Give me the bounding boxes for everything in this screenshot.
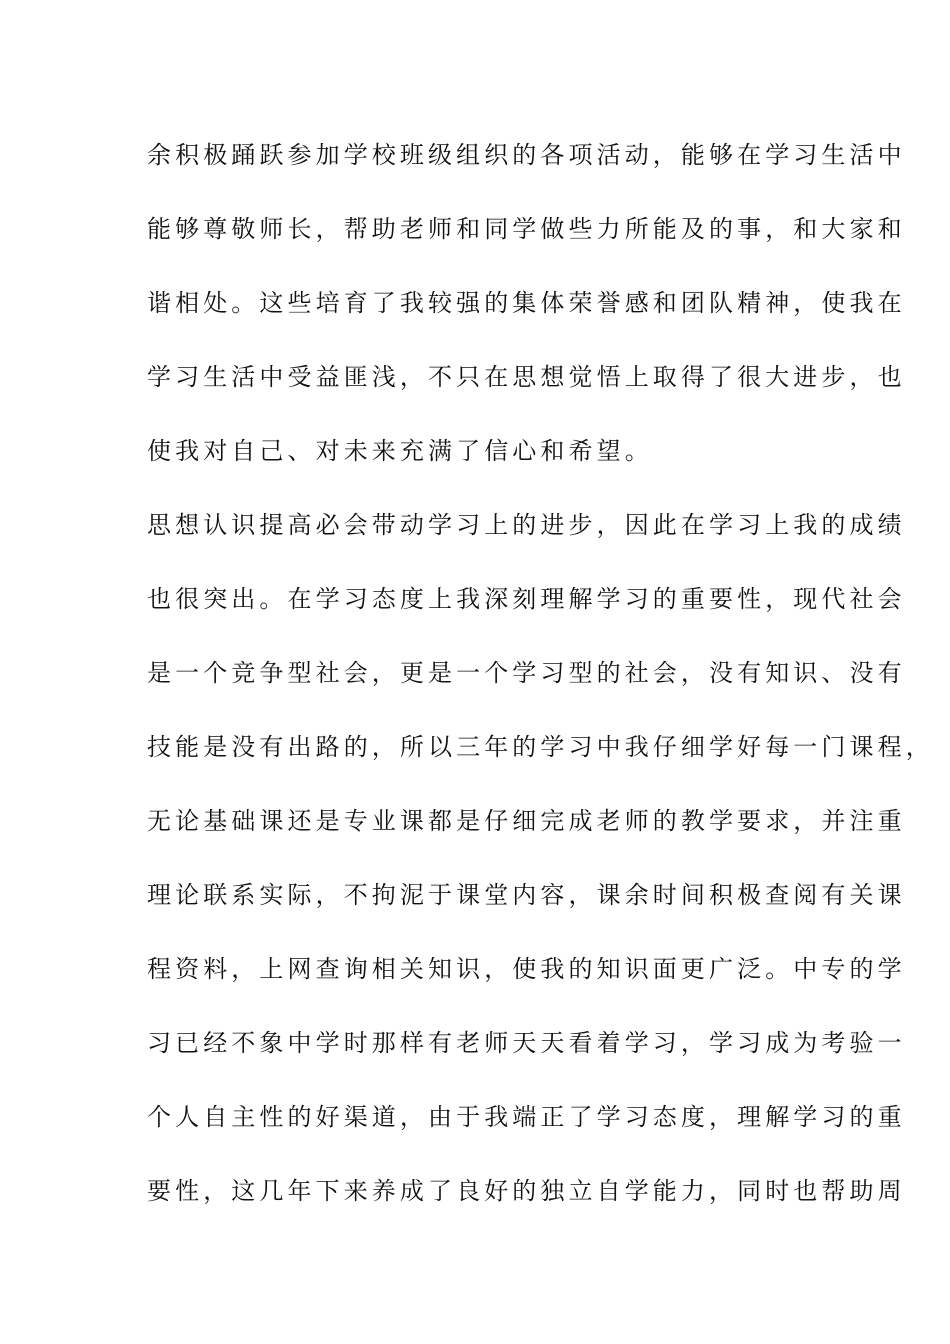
text-line: 余积极踊跃参加学校班级组织的各项活动，能够在学习生活中	[147, 141, 906, 169]
body-text	[147, 131, 934, 1241]
text-line: 无论基础课还是专业课都是仔细完成老师的教学要求，并注重	[147, 807, 906, 835]
text-line: 程资料，上网查询相关知识，使我的知识面更广泛。中专的学	[147, 955, 906, 983]
text-line: 学习生活中受益匪浅，不只在思想觉悟上取得了很大进步，也	[147, 363, 906, 391]
text-line: 习已经不象中学时那样有老师天天看着学习，学习成为考验一	[147, 1029, 906, 1057]
text-line: 要性，这几年下来养成了良好的独立自学能力，同时也帮助周	[147, 1177, 906, 1205]
text-line: 也很突出。在学习态度上我深刻理解学习的重要性，现代社会	[147, 585, 906, 613]
text-line: 思想认识提高必会带动学习上的进步，因此在学习上我的成绩	[147, 511, 906, 539]
text-line: 技能是没有出路的，所以三年的学习中我仔细学好每一门课程，	[147, 733, 934, 761]
text-line: 能够尊敬师长，帮助老师和同学做些力所能及的事，和大家和	[147, 215, 906, 243]
text-line: 个人自主性的好渠道，由于我端正了学习态度，理解学习的重	[147, 1103, 906, 1131]
text-line: 理论联系实际，不拘泥于课堂内容，课余时间积极查阅有关课	[147, 881, 906, 909]
text-line: 谐相处。这些培育了我较强的集体荣誉感和团队精神，使我在	[147, 289, 906, 317]
text-line: 是一个竞争型社会，更是一个学习型的社会，没有知识、没有	[147, 659, 906, 687]
text-line: 使我对自己、对未来充满了信心和希望。	[147, 437, 653, 465]
